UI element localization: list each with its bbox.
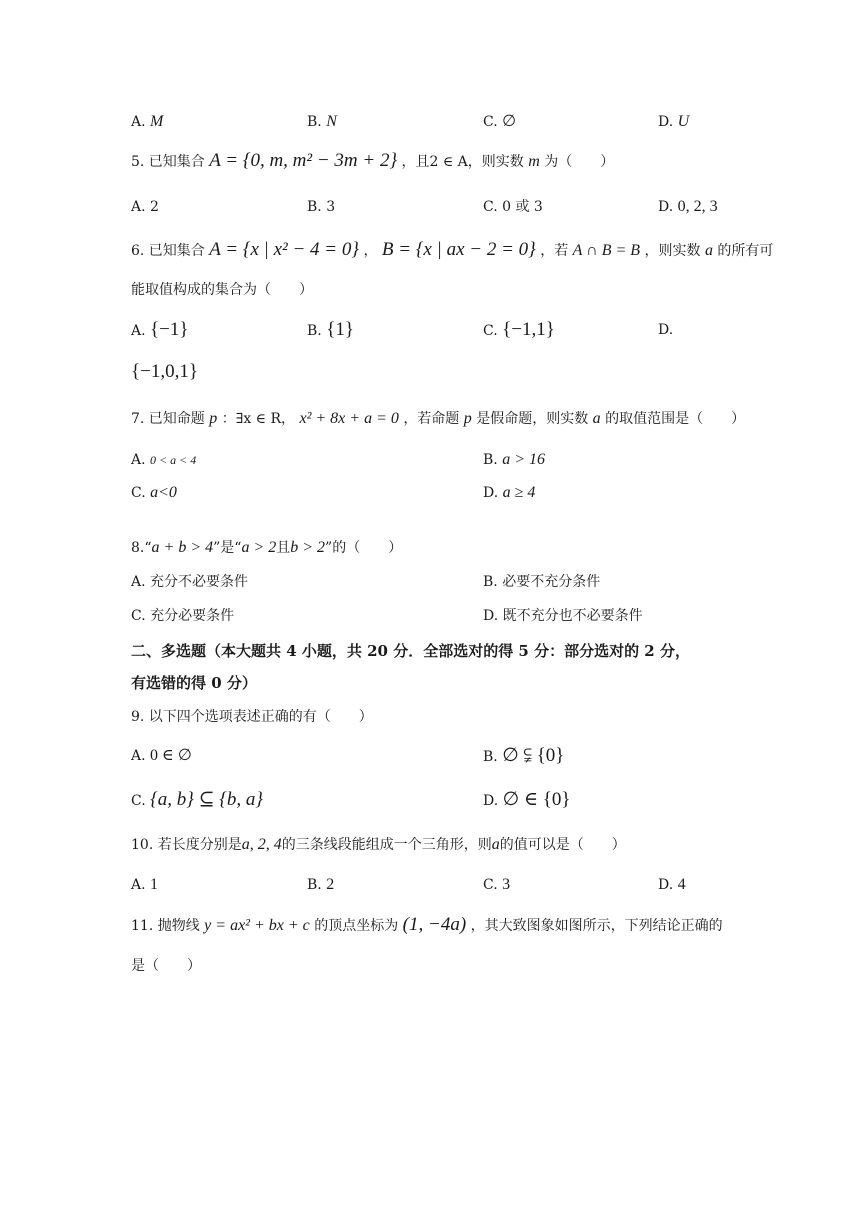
q4-option-d <box>658 112 689 132</box>
q8-option-a: A. 充分不必要条件 <box>131 574 249 590</box>
q6-option-c <box>483 320 555 341</box>
option-math: 0 ∈ ∅ <box>150 747 192 764</box>
q6-option-a <box>131 320 188 341</box>
q7-p2: p <box>463 410 472 427</box>
q5-text-pre: 5. 已知集合 <box>131 154 205 170</box>
q7-option-c <box>131 483 177 503</box>
option-math: a > 16 <box>502 451 545 468</box>
option-letter: D. <box>483 485 499 501</box>
option-math: a ≥ 4 <box>502 484 536 501</box>
question-8-stem <box>131 538 402 558</box>
q7-option-a <box>131 450 196 470</box>
option-letter: D. <box>483 793 499 809</box>
q6-option-d-value <box>131 362 198 383</box>
option-letter: B. <box>483 749 498 765</box>
q9-option-b <box>483 746 564 767</box>
q10-option-a <box>131 875 158 895</box>
q4-option-b <box>307 112 337 132</box>
option-math: {1} <box>326 319 354 340</box>
option-math: 0 < a < 4 <box>150 453 197 467</box>
question-7-stem <box>131 409 745 429</box>
q10-text-pre: 10. 若长度分别是 <box>131 837 242 853</box>
q5-option-b: B. 3 <box>307 199 336 215</box>
q6-text-end: 的所有可 <box>717 243 774 259</box>
q6-text-mid: ，若 <box>540 243 569 259</box>
section-2-heading-line2: 有选错的得 0 分） <box>131 674 257 692</box>
option-letter: D. <box>658 877 674 893</box>
option-letter: D. <box>658 114 674 130</box>
q6-option-d: D. <box>658 322 674 338</box>
q8-option-c: C. 充分必要条件 <box>131 608 235 624</box>
option-math: N <box>326 113 337 130</box>
option-letter: C. <box>483 877 498 893</box>
q7-option-b <box>483 450 545 470</box>
option-math: M <box>150 113 164 130</box>
q7-equation: x² + 8x + a = 0 <box>299 410 399 427</box>
option-letter: A. <box>131 877 146 893</box>
q11-text-post: ，其大致图象如图所示，下列结论正确的 <box>470 918 723 934</box>
option-math: {−1,0,1} <box>131 361 198 382</box>
q4-option-c <box>483 112 516 132</box>
q8-option-b: B. 必要不充分条件 <box>483 574 601 590</box>
q10-option-b <box>307 875 334 895</box>
option-math: ∅ ⫋ {0} <box>502 745 565 766</box>
question-10-stem <box>131 835 626 855</box>
option-letter: B. <box>307 323 322 339</box>
question-11-stem-line1 <box>131 915 723 936</box>
q6-text-post: ，则实数 <box>644 243 701 259</box>
question-5-stem <box>131 151 614 172</box>
q7-text-mid: ，若命题 <box>403 411 460 427</box>
option-letter: A. <box>131 114 146 130</box>
q7-option-d <box>483 483 535 503</box>
q7-p: p <box>209 410 218 427</box>
q6-var: a <box>704 242 713 259</box>
q7-colon: ：∃x ∈ R， <box>221 411 296 427</box>
q10-text-post: 的值可以是（ ） <box>499 837 626 853</box>
q9-option-d <box>483 790 571 811</box>
option-math: ∅ ∈ {0} <box>502 789 571 810</box>
question-9-stem: 9. 以下四个选项表述正确的有（ ） <box>131 709 373 725</box>
q5-text-mid: ，且2 ∈ A，则实数 <box>401 154 524 170</box>
q8-text-pre: 8.“ <box>131 540 152 556</box>
option-letter: C. <box>131 485 146 501</box>
option-letter: C. <box>483 323 498 339</box>
q4-option-a <box>131 112 163 132</box>
option-letter: A. <box>131 323 146 339</box>
option-math: 3 <box>502 876 511 893</box>
q6-option-b <box>307 320 354 341</box>
option-letter: B. <box>483 452 498 468</box>
q6-text: 6. 已知集合 <box>131 243 205 259</box>
option-letter: C. <box>483 114 498 130</box>
q10-a: a <box>491 836 500 853</box>
q6-sep: ， <box>363 243 378 259</box>
option-math: {a, b} ⊆ {b, a} <box>150 789 263 810</box>
option-math: {−1,1} <box>502 319 555 340</box>
option-math: 4 <box>677 876 686 893</box>
option-math: ∅ <box>502 113 517 130</box>
option-math: U <box>677 113 690 130</box>
q8-option-d: D. 既不充分也不必要条件 <box>483 608 643 624</box>
option-letter: C. <box>131 793 146 809</box>
q6-cond: A ∩ B = B <box>572 242 641 259</box>
q8-math-3: b > 2 <box>290 539 326 556</box>
q5-var: m <box>528 153 540 170</box>
option-math: 0, 2, 3 <box>677 198 718 215</box>
q7-text-pre: 7. 已知命题 <box>131 411 205 427</box>
q7-text-mid2: 是假命题，则实数 <box>476 411 589 427</box>
q8-text-post: ”的（ ） <box>325 540 403 556</box>
q10-text-mid: 的三条线段能组成一个三角形，则 <box>281 837 492 853</box>
q11-equation: y = ax² + bx + c <box>204 917 310 934</box>
q5-text-post: 为（ ） <box>544 154 615 170</box>
q6-set-a: A = {x | x² − 4 = 0} <box>209 239 359 260</box>
question-11-stem-line2: 是（ ） <box>131 958 201 974</box>
option-letter: B. <box>307 877 322 893</box>
option-math: 1 <box>150 876 159 893</box>
q11-text-pre: 11. 抛物线 <box>131 918 200 934</box>
option-math: 2 <box>326 876 335 893</box>
q7-a: a <box>592 410 601 427</box>
q9-option-a <box>131 746 192 766</box>
option-letter: A. <box>131 452 146 468</box>
q11-text-mid: 的顶点坐标为 <box>314 918 399 934</box>
q5-option-d <box>658 197 718 217</box>
question-6-stem-line1 <box>131 240 773 261</box>
option-letter: D. <box>658 199 674 215</box>
option-math: a<0 <box>150 484 177 501</box>
q8-math-2: a > 2 <box>241 539 277 556</box>
q6-set-b: B = {x | ax − 2 = 0} <box>381 239 536 260</box>
q5-set-math: A = {0, m, m² − 3m + 2} <box>209 150 398 171</box>
q10-math: a, 2, 4 <box>241 836 282 853</box>
q8-text-and: 且 <box>276 540 291 556</box>
option-letter: B. <box>307 114 322 130</box>
q8-text-mid: ”是“ <box>213 540 242 556</box>
option-letter: A. <box>131 748 146 764</box>
q7-text-post: 的取值范围是（ ） <box>605 411 746 427</box>
q9-option-c <box>131 790 263 811</box>
q10-option-c <box>483 875 510 895</box>
q10-option-d <box>658 875 686 895</box>
question-6-stem-line2: 能取值构成的集合为（ ） <box>131 282 313 298</box>
q5-option-a: A. 2 <box>131 199 159 215</box>
q8-math-1: a + b > 4 <box>151 539 214 556</box>
q5-option-c: C. 0 或 3 <box>483 199 543 215</box>
section-2-heading-line1: 二、多选题（本大题共 4 小题，共 20 分．全部选对的得 5 分：部分选对的 2 分， <box>131 642 690 660</box>
q11-vertex: (1, −4a) <box>402 914 467 935</box>
option-math: {−1} <box>150 319 189 340</box>
